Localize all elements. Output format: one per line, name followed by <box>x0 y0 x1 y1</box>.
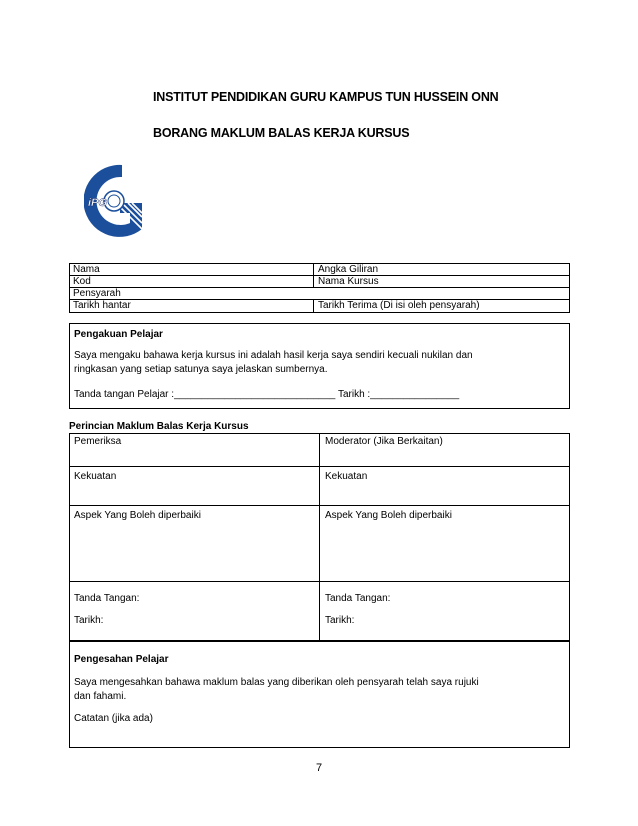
institute-title: INSTITUT PENDIDIKAN GURU KAMPUS TUN HUSSEIN ONN <box>153 90 499 104</box>
kekuatan-left: Kekuatan <box>74 471 117 482</box>
label-pensyarah: Pensyarah <box>73 288 121 299</box>
label-tarikh-terima: Tarikh Terima (Di isi oleh pensyarah) <box>318 300 480 311</box>
pengakuan-signature-line: Tanda tangan Pelajar :_____________________________ Tarikh :________________ <box>74 389 460 400</box>
page-number: 7 <box>315 762 323 774</box>
moderator-label: Moderator (Jika Berkaitan) <box>325 436 443 447</box>
tanda-tangan-left: Tanda Tangan: <box>74 593 140 604</box>
svg-text:iPG: iPG <box>88 197 107 209</box>
label-nama: Nama <box>73 264 100 275</box>
tarikh-left: Tarikh: <box>74 615 104 626</box>
aspek-right: Aspek Yang Boleh diperbaiki <box>325 510 452 521</box>
aspek-left: Aspek Yang Boleh diperbaiki <box>74 510 201 521</box>
tarikh-right: Tarikh: <box>325 615 355 626</box>
pengakuan-heading: Pengakuan Pelajar <box>74 329 163 340</box>
perincian-heading: Perincian Maklum Balas Kerja Kursus <box>69 421 249 432</box>
pengesahan-line-1: Saya mengesahkan bahawa maklum balas yang diberikan oleh pensyarah telah saya rujuki <box>74 677 479 688</box>
form-title: BORANG MAKLUM BALAS KERJA KURSUS <box>153 126 410 140</box>
pengesahan-line-2: dan fahami. <box>74 691 127 702</box>
label-angka-giliran: Angka Giliran <box>318 264 379 275</box>
label-nama-kursus: Nama Kursus <box>318 276 379 287</box>
pemeriksa-label: Pemeriksa <box>74 436 122 447</box>
pengesahan-heading: Pengesahan Pelajar <box>74 654 169 665</box>
tanda-tangan-right: Tanda Tangan: <box>325 593 391 604</box>
pengakuan-line-2: ringkasan yang setiap satunya saya jelaskan sumbernya. <box>74 364 328 375</box>
pengakuan-line-1: Saya mengaku bahawa kerja kursus ini adalah hasil kerja saya sendiri kecuali nukilan dan <box>74 350 473 361</box>
ipg-logo <box>84 163 144 239</box>
label-tarikh-hantar: Tarikh hantar <box>73 300 131 311</box>
label-kod: Kod <box>73 276 91 287</box>
kekuatan-right: Kekuatan <box>325 471 368 482</box>
catatan-label: Catatan (jika ada) <box>74 713 153 724</box>
